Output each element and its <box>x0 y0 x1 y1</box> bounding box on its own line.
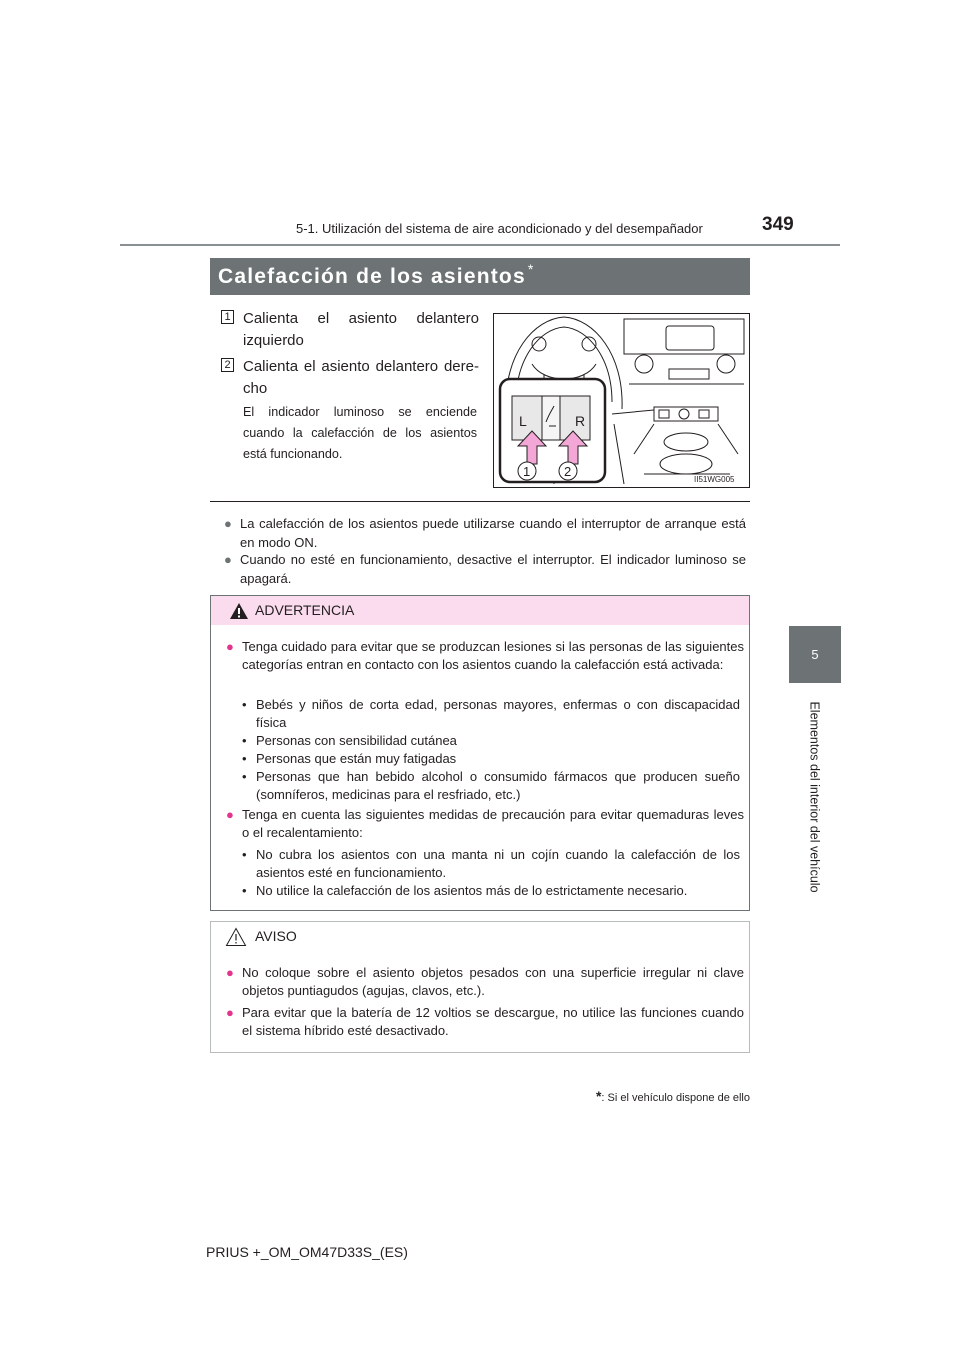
footnote-mark: * <box>595 1088 602 1104</box>
note-1 <box>226 514 746 552</box>
bullet-icon: ● <box>224 552 232 567</box>
bullet-icon: ● <box>224 516 232 531</box>
bullet-icon: ● <box>226 639 234 654</box>
warning-item-2 <box>226 806 744 842</box>
note-2-text: Cuando no esté en funcionamiento, desactive el interruptor. El indicador luminoso se apagará. <box>240 552 746 586</box>
bullet-icon: ● <box>226 965 234 980</box>
note-1-text: La calefacción de los asientos puede utilizarse cuando el interruptor de arranque está en modo ON. <box>240 516 746 550</box>
header-rule <box>120 244 840 246</box>
warning-item-2-text: Tenga en cuenta las siguientes medidas de precaución para evitar quemaduras leves o el recalentamiento: <box>242 807 744 840</box>
item-text-2: Calienta el asiento delantero dere-cho <box>243 358 479 397</box>
chapter-title <box>788 697 842 897</box>
optional-mark: * <box>527 260 534 277</box>
item-text-1: Calienta el asiento delantero izquierdo <box>243 310 479 349</box>
section-title-bar <box>210 258 750 295</box>
warning-item-1-text: Tenga cuidado para evitar que se produzcan lesiones si las personas de las siguientes categorías entran en contacto con los asientos cuando la calefacción está activada: <box>242 639 744 672</box>
callout-2: 2 <box>564 464 572 479</box>
caution-box <box>210 921 750 1053</box>
warning-box <box>210 595 750 911</box>
section-header: 5-1. Utilización del sistema de aire acondicionado y del desempañador <box>296 221 703 236</box>
chapter-tab: 5 <box>789 626 841 683</box>
page-number: 349 <box>762 214 794 235</box>
note-2 <box>226 550 746 588</box>
warning-item-1 <box>226 638 744 674</box>
bullet-icon: ● <box>226 1005 234 1020</box>
caution-item-2: ● Para evitar que la batería de 12 voltios se descargue, no utilice las funciones cuando el sistema híbrido esté desactivado. <box>226 1005 744 1038</box>
footnote <box>596 1088 750 1104</box>
footnote-text: : Si el vehículo dispone de ello <box>601 1092 750 1104</box>
chapter-title-text: Elementos del interior del vehículo <box>808 701 823 893</box>
dashboard-drawing <box>494 314 749 487</box>
illustration-code: II51WG005 <box>694 475 735 484</box>
document-code: PRIUS +_OM_OM47D33S_(ES) <box>206 1244 408 1260</box>
warning-sub-4: • Personas que han bebido alcohol o consumido fármacos que producen sueño (somníferos, medicinas para el resfriado, etc.) <box>242 769 740 802</box>
warning-sub-5: • No cubra los asientos con una manta ni un cojín cuando la calefacción de los asientos esté en funcionamiento. <box>242 847 740 880</box>
item-number-2: 2 <box>221 358 234 372</box>
warning-sub-1: • Bebés y niños de corta edad, personas mayores, enfermas o con discapacidad física <box>242 697 740 730</box>
separator-rule <box>210 501 750 502</box>
switch-label-left: L <box>519 413 527 429</box>
warning-header <box>211 596 749 625</box>
warning-icon <box>229 602 249 620</box>
caution-icon <box>225 927 247 947</box>
warning-sub-3: • Personas que están muy fatigadas <box>242 751 457 766</box>
warning-sub-2: • Personas con sensibilidad cutánea <box>242 733 457 748</box>
seat-heater-illustration <box>493 313 750 488</box>
bullet-icon: ● <box>226 807 234 822</box>
switch-label-right: R <box>575 413 586 429</box>
item-number-1: 1 <box>221 310 234 324</box>
warning-title: ADVERTENCIA <box>255 602 355 618</box>
caution-item-1: ● No coloque sobre el asiento objetos pesados con una superficie irregular ni clave objetos puntiagudos (agujas, clavos, etc.). <box>226 965 744 998</box>
caution-title: AVISO <box>255 928 297 944</box>
callout-1: 1 <box>523 464 531 479</box>
indicator-note: El indicador luminoso se enciende cuando la calefacción de los asientos está funcionando. <box>243 405 477 461</box>
warning-sub-6: • No utilice la calefacción de los asientos más de lo estrictamente necesario. <box>242 883 688 898</box>
section-title: Calefacción de los asientos <box>218 264 526 288</box>
